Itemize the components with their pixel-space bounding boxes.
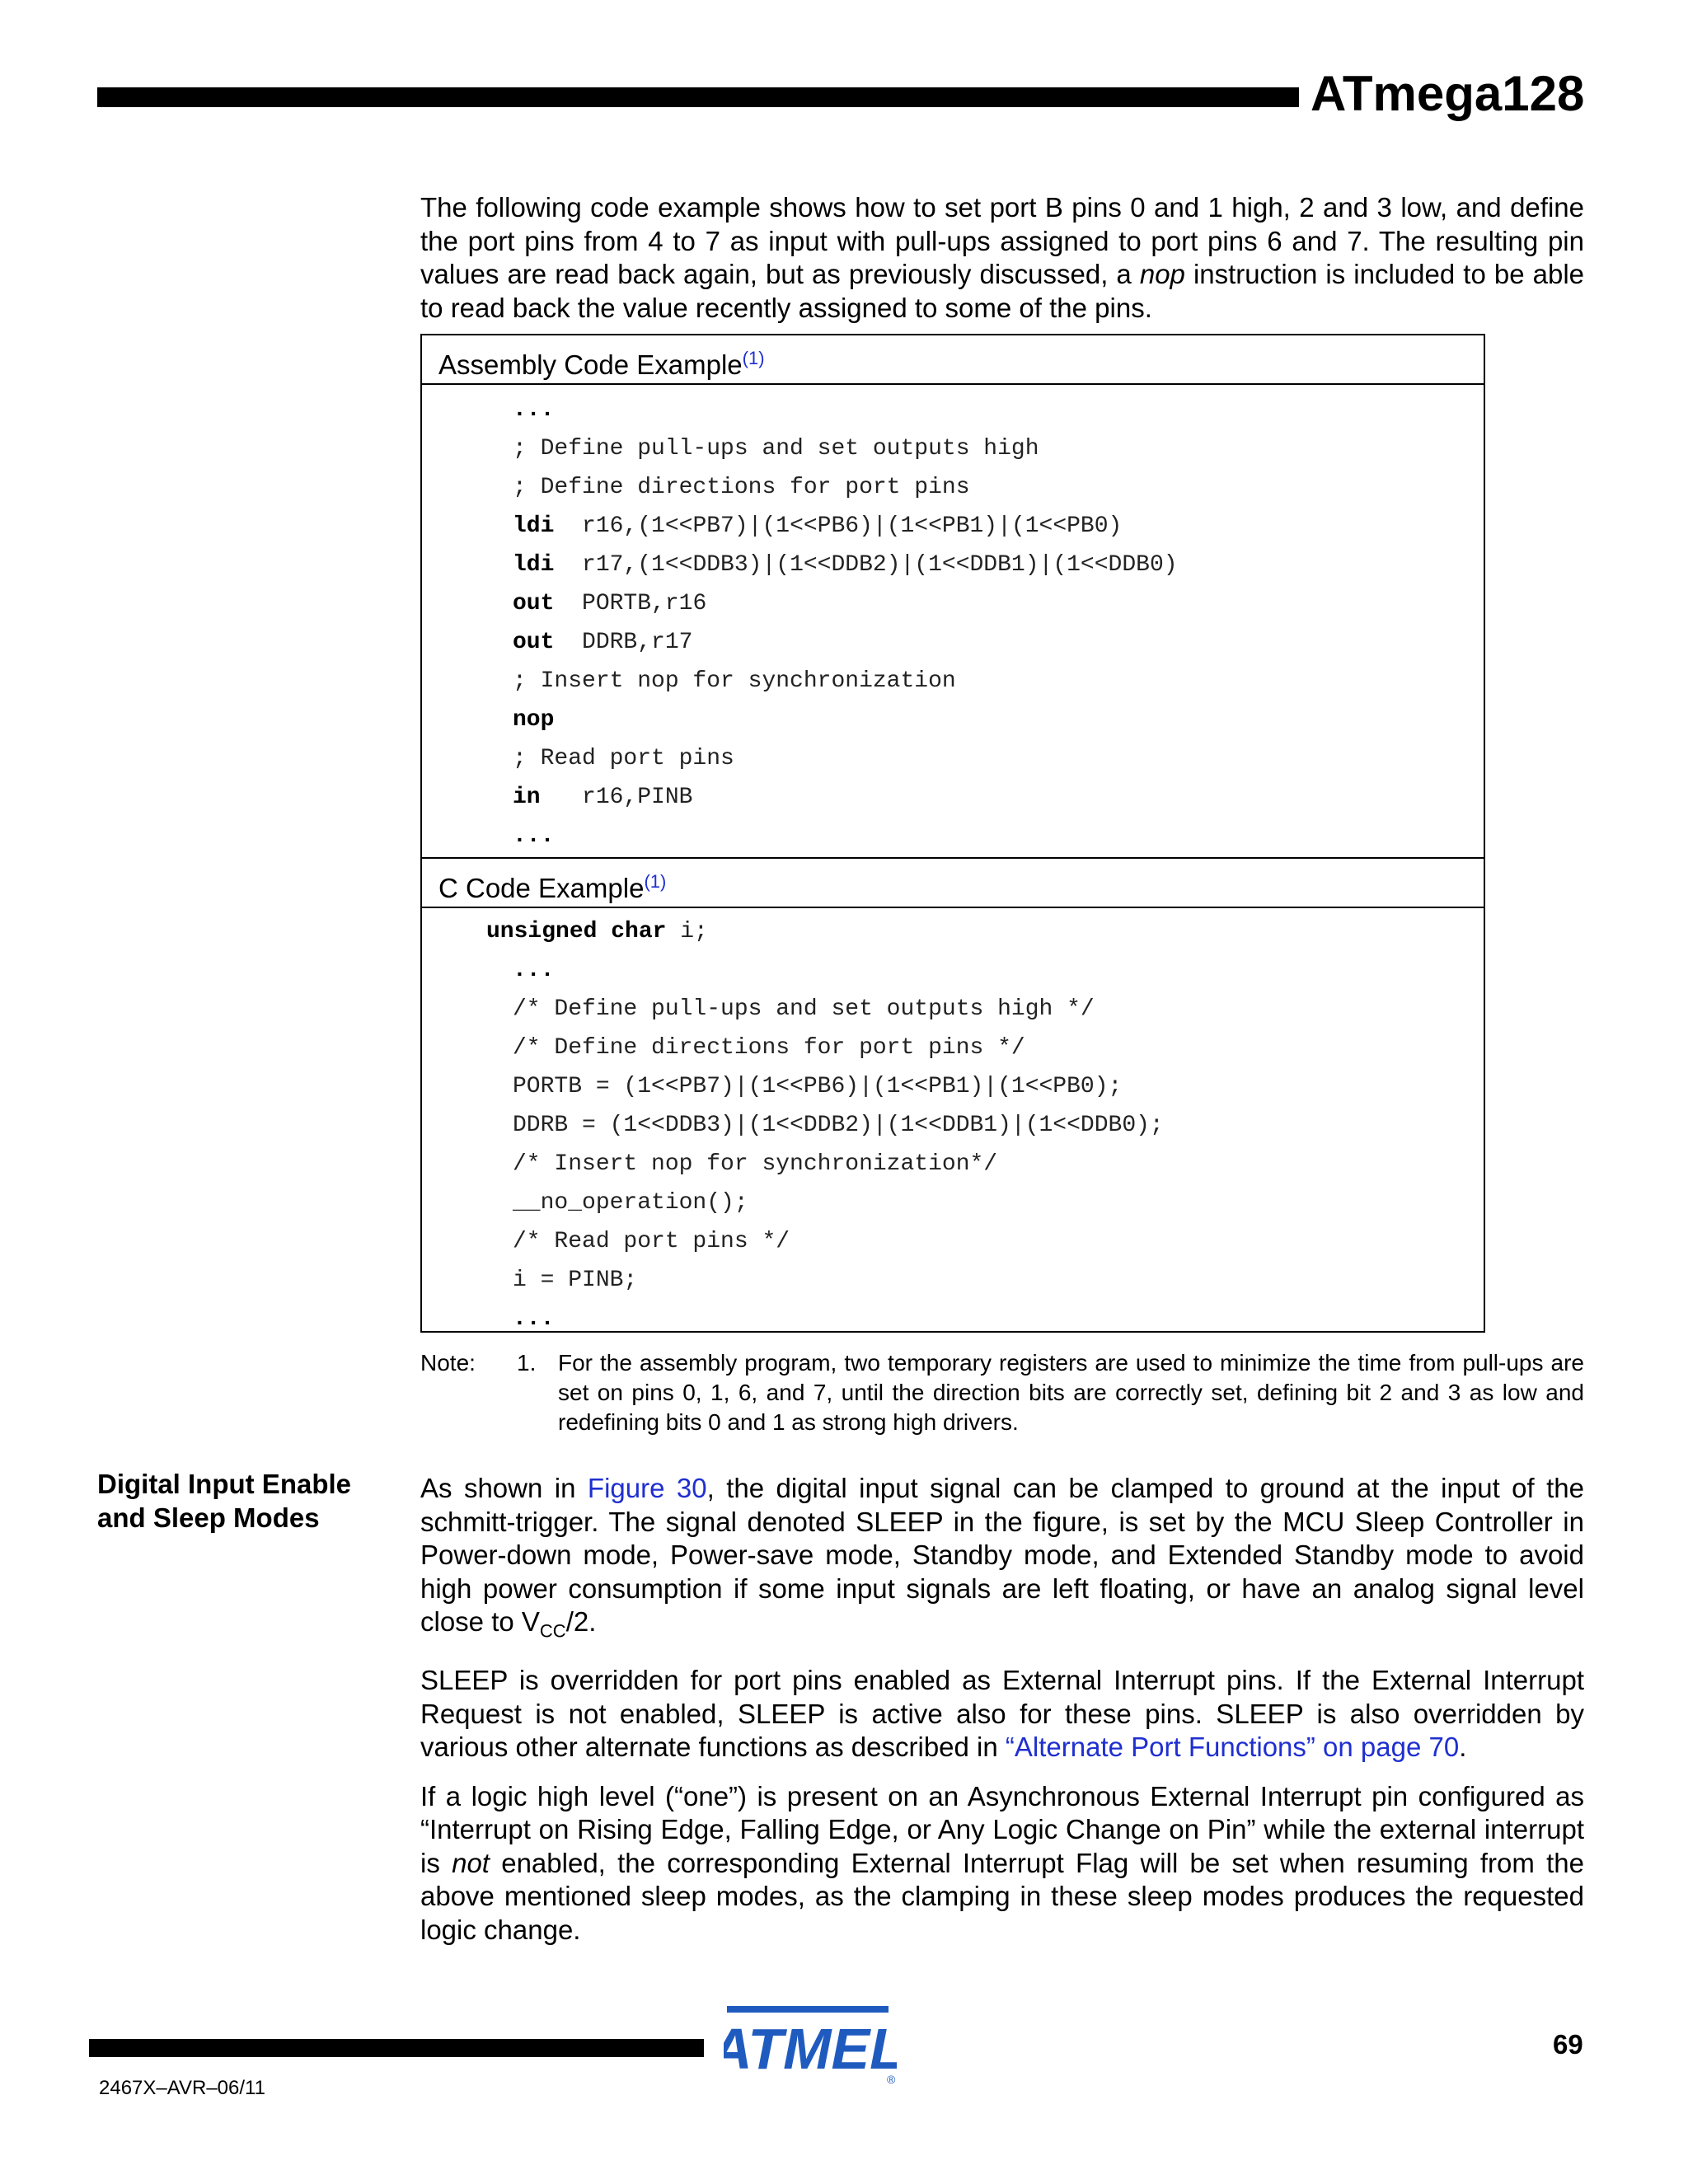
atmel-logo xyxy=(724,2003,897,2085)
c-line: /* Insert nop for synchronization*/ xyxy=(513,1151,998,1177)
asm-heading: Assembly Code Example$^{(1)}$ xyxy=(422,335,1484,385)
asm-line: nop xyxy=(513,707,555,733)
figure-30-link[interactable]: Figure 30 xyxy=(587,1473,707,1503)
section-heading: Digital Input Enable and Sleep Modes xyxy=(97,1469,352,1533)
header-rule xyxy=(97,87,1299,107)
alternate-port-functions-link[interactable]: “Alternate Port Functions” on page 70 xyxy=(1005,1732,1460,1763)
code-example-table xyxy=(420,334,1485,1333)
paragraph-1: As shown in Figure 30, the digital input signal can be clamped to ground at the input of the schmitt-trigger. The signal denoted SLEEP in the figure, is set by the MCU Sleep Controller in Power-down mode, Power-save mode, Standby mode, and Extended Standby mode to avoid high power consumption if some input signals are left floating, or have an analog signal level close to $V_{CC}/2$. xyxy=(420,1473,1585,1642)
intro-paragraph: The following code example shows how to set port B pins 0 and 1 high, 2 and 3 low, and define the port pins from 4 to 7 as input with pull-ups assigned to port pins 6 and 7. The resulting pin values are read back again, but as previously discussed, a nop instruction is included to be able to read back the value recently assigned to some of the pins. xyxy=(420,192,1584,323)
c-line: /* Read port pins */ xyxy=(513,1229,790,1254)
asm-line: out PORTB,r16 xyxy=(513,591,707,616)
c-heading: C Code Example$^{(1)}$ xyxy=(422,857,1484,908)
c-line: ... xyxy=(513,1306,555,1332)
note-label: Note: xyxy=(420,1350,476,1376)
paragraph-3: If a logic high level (“one”) is present on an Asynchronous External Interrupt pin configured as “Interrupt on Rising Edge, Falling Edge, or Any Logic Change on Pin” while the external interrupt is not enabled, the corresponding External Interrupt Flag will be set when resuming from the above mentioned sleep modes, as the clamping in these sleep modes produces the requested logic change. xyxy=(420,1780,1585,1945)
footer-rule xyxy=(89,2039,704,2057)
note-number: 1. xyxy=(517,1350,537,1376)
c-line: /* Define directions for port pins */ xyxy=(513,1035,1025,1061)
asm-line: in r16,PINB xyxy=(513,785,693,810)
asm-line: ; Define directions for port pins xyxy=(513,475,970,500)
svg-text:ATMEL: TMEL xyxy=(748,2017,897,2081)
section-body xyxy=(420,1472,1584,1962)
svg-text:®: ® xyxy=(887,2073,896,2085)
note-text: For the assembly program, two temporary registers are used to minimize the time from pull-ups are set on pins 0, 1, 6, and 7, until the direction bits are correctly set, defining bit 2 and 3 as low and redefining bits 0 and 1 as strong high drivers. xyxy=(558,1350,1584,1435)
c-line: ... xyxy=(513,958,555,983)
asm-line: ; Insert nop for synchronization xyxy=(513,668,956,694)
asm-line: ldi r17,(1<<DDB3)|(1<<DDB2)|(1<<DDB1)|(1<<DDB0) xyxy=(513,552,1178,578)
c-line: /* Define pull-ups and set outputs high */ xyxy=(513,996,1095,1022)
asm-line: out DDRB,r17 xyxy=(513,630,693,655)
document-code: 2467X–AVR–06/11 xyxy=(99,2077,265,2099)
paragraph-2: SLEEP is overridden for port pins enabled as External Interrupt pins. If the External Interrupt Request is not enabled, SLEEP is active also for these pins. SLEEP is also overridden by various other alternate functions as described in “Alternate Port Functions” on page 70. xyxy=(420,1665,1584,1763)
c-line: PORTB = (1<<PB7)|(1<<PB6)|(1<<PB1)|(1<<PB0); xyxy=(513,1074,1123,1099)
c-line: i = PINB; xyxy=(513,1268,638,1293)
c-line: unsigned char i; xyxy=(486,919,708,944)
asm-line: ldi r16,(1<<PB7)|(1<<PB6)|(1<<PB1)|(1<<PB0) xyxy=(513,513,1123,539)
asm-line: ... xyxy=(513,397,555,423)
c-line: DDRB = (1<<DDB3)|(1<<DDB2)|(1<<DDB1)|(1<<DDB0); xyxy=(513,1113,1164,1138)
asm-line: ; Read port pins xyxy=(513,746,734,771)
page-number: 69 xyxy=(1553,2029,1583,2060)
c-line: __no_operation(); xyxy=(513,1190,748,1216)
asm-line: ; Define pull-ups and set outputs high xyxy=(513,436,1039,462)
asm-line: ... xyxy=(513,823,555,849)
page-title: ATmega128 xyxy=(1311,66,1585,121)
